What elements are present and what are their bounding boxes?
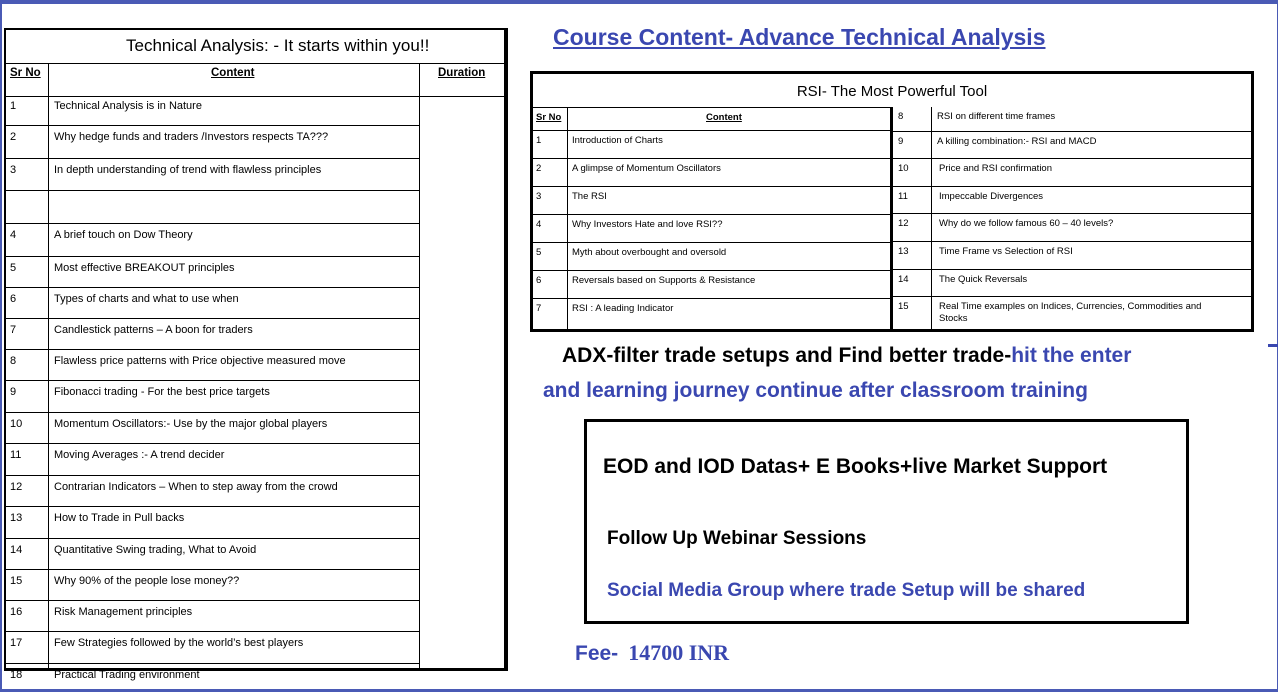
adx-text-blue: hit the enter: [1011, 344, 1132, 367]
row-number: 18: [10, 669, 23, 681]
table-row: [893, 214, 1251, 242]
rsi-table-title: RSI- The Most Powerful Tool: [796, 83, 988, 100]
row-number: 4: [536, 219, 542, 230]
row-content: Impeccable Divergences: [939, 191, 1044, 202]
header-content: Content: [211, 67, 255, 79]
table-row: [893, 107, 1251, 132]
left-table-title: Technical Analysis: - It starts within you!!: [126, 36, 430, 55]
course-content-title: Course Content- Advance Technical Analysis: [553, 24, 1046, 50]
column-divider: [931, 107, 932, 329]
decorative-mark: [1268, 344, 1278, 347]
table-row: [893, 297, 1251, 329]
row-content: A brief touch on Dow Theory: [54, 229, 193, 241]
table-row: [6, 257, 419, 288]
row-content-line-2: Stocks: [939, 313, 968, 324]
row-content: Few Strategies followed by the world’s best players: [54, 637, 304, 649]
column-divider: [567, 107, 568, 329]
table-row: [533, 299, 890, 327]
row-number: 14: [10, 544, 23, 556]
table-row: [6, 319, 419, 350]
row-number: 5: [10, 262, 17, 274]
row-content: Why hedge funds and traders /Investors respects TA???: [54, 131, 329, 143]
rsi-table-divider: [890, 107, 893, 329]
table-row: [6, 288, 419, 319]
column-divider: [419, 63, 420, 668]
row-content: RSI : A leading Indicator: [572, 303, 674, 314]
table-row: [6, 601, 419, 632]
row-number: 16: [10, 606, 23, 618]
table-row: [533, 159, 890, 187]
row-number: 8: [10, 355, 17, 367]
adx-text-black: ADX-filter trade setups and Find better trade-: [562, 344, 1012, 367]
adx-line-1: [562, 344, 1131, 368]
table-row: [893, 270, 1251, 297]
column-divider: [48, 63, 49, 668]
row-content: Introduction of Charts: [572, 135, 663, 146]
table-row: [6, 159, 419, 191]
row-content: How to Trade in Pull backs: [54, 512, 185, 524]
row-content: Practical Trading environment: [54, 669, 200, 681]
table-row: [6, 191, 419, 224]
row-content: Most effective BREAKOUT principles: [54, 262, 235, 274]
table-row: [6, 95, 419, 126]
row-number: 6: [10, 293, 17, 305]
row-number: 8: [898, 111, 904, 122]
row-content: The RSI: [572, 191, 607, 202]
row-number: 2: [10, 131, 17, 143]
row-number: 10: [10, 418, 23, 430]
row-number: 1: [536, 135, 542, 146]
row-number: 2: [536, 163, 542, 174]
row-content: Myth about overbought and oversold: [572, 247, 727, 258]
table-row: [6, 664, 419, 681]
table-row: [893, 242, 1251, 270]
table-row: [533, 187, 890, 215]
row-content: The Quick Reversals: [939, 274, 1028, 285]
table-row: [6, 539, 419, 570]
row-content: A glimpse of Momentum Oscillators: [572, 163, 721, 174]
row-number: 3: [536, 191, 542, 202]
table-row: [6, 570, 419, 601]
row-number: 6: [536, 275, 542, 286]
table-row: [6, 381, 419, 413]
row-content: Price and RSI confirmation: [939, 163, 1052, 174]
row-number: 9: [10, 386, 17, 398]
fee-label: Fee-: [575, 642, 619, 665]
table-row: [6, 224, 419, 257]
fee-amount: 14700 INR: [628, 640, 730, 665]
table-row: [6, 126, 419, 159]
table-row: [6, 444, 419, 476]
row-number: 15: [898, 301, 909, 312]
row-number: 12: [10, 481, 23, 493]
table-row: [533, 271, 890, 299]
header-sr-no: Sr No: [10, 67, 41, 79]
row-content: In depth understanding of trend with flawless principles: [54, 164, 322, 176]
row-number: 4: [10, 229, 17, 241]
row-number: 13: [10, 512, 23, 524]
fee: [575, 640, 729, 666]
table-row: [6, 350, 419, 381]
row-content: Contrarian Indicators – When to step away from the crowd: [54, 481, 338, 493]
row-content: Momentum Oscillators:- Use by the major global players: [54, 418, 328, 430]
row-content: Quantitative Swing trading, What to Avoid: [54, 544, 257, 556]
row-content: Technical Analysis is in Nature: [54, 100, 202, 112]
row-number: 17: [10, 637, 23, 649]
left-table-header: [6, 63, 504, 97]
features-box: [584, 419, 1189, 624]
row-content: Time Frame vs Selection of RSI: [939, 246, 1073, 257]
row-number: 13: [898, 246, 909, 257]
rsi-header-row: [533, 107, 890, 131]
row-number: 7: [10, 324, 17, 336]
table-row: [6, 413, 419, 444]
rsi-table: [530, 71, 1254, 332]
row-content: Candlestick patterns – A boon for traders: [54, 324, 253, 336]
row-content: RSI on different time frames: [937, 111, 1056, 122]
row-number: 10: [898, 163, 909, 174]
adx-line-2: and learning journey continue after classroom training: [543, 379, 1088, 402]
table-row: [893, 187, 1251, 214]
row-number: 9: [898, 136, 904, 147]
table-row: [6, 476, 419, 507]
row-content: Why 90% of the people lose money??: [54, 575, 240, 587]
row-number: 7: [536, 303, 542, 314]
row-number: 3: [10, 164, 17, 176]
feature-social-media: Social Media Group where trade Setup will be shared: [607, 580, 1086, 601]
technical-analysis-table: [4, 28, 508, 681]
row-content: Why do we follow famous 60 – 40 levels?: [939, 218, 1114, 229]
row-content: Risk Management principles: [54, 606, 193, 618]
row-content: Types of charts and what to use when: [54, 293, 239, 305]
rsi-header-content: Content: [706, 112, 742, 123]
row-number: 1: [10, 100, 17, 112]
row-content: Why Investors Hate and love RSI??: [572, 219, 723, 230]
table-row: [6, 507, 419, 539]
row-content: Moving Averages :- A trend decider: [54, 449, 225, 461]
row-number: 15: [10, 575, 23, 587]
row-number: 5: [536, 247, 542, 258]
table-row: [533, 243, 890, 271]
table-row: [533, 131, 890, 159]
table-row: [533, 215, 890, 243]
feature-data-books-support: EOD and IOD Datas+ E Books+live Market Support: [603, 455, 1108, 478]
row-content: A killing combination:- RSI and MACD: [937, 136, 1097, 147]
row-number: 11: [10, 449, 22, 461]
row-content: Flawless price patterns with Price objective measured move: [54, 355, 346, 367]
rsi-header-sr-no: Sr No: [536, 112, 562, 123]
row-number: 12: [898, 218, 909, 229]
row-number: 11: [898, 191, 908, 202]
table-row: [6, 632, 419, 664]
table-row: [893, 159, 1251, 187]
header-duration: Duration: [438, 67, 486, 79]
row-content: Real Time examples on Indices, Currencies, Commodities and: [939, 301, 1202, 312]
table-row: [893, 132, 1251, 159]
feature-webinar: Follow Up Webinar Sessions: [607, 528, 867, 549]
row-content: Reversals based on Supports & Resistance: [572, 275, 756, 286]
row-number: 14: [898, 274, 909, 285]
row-content: Fibonacci trading - For the best price targets: [54, 386, 270, 398]
